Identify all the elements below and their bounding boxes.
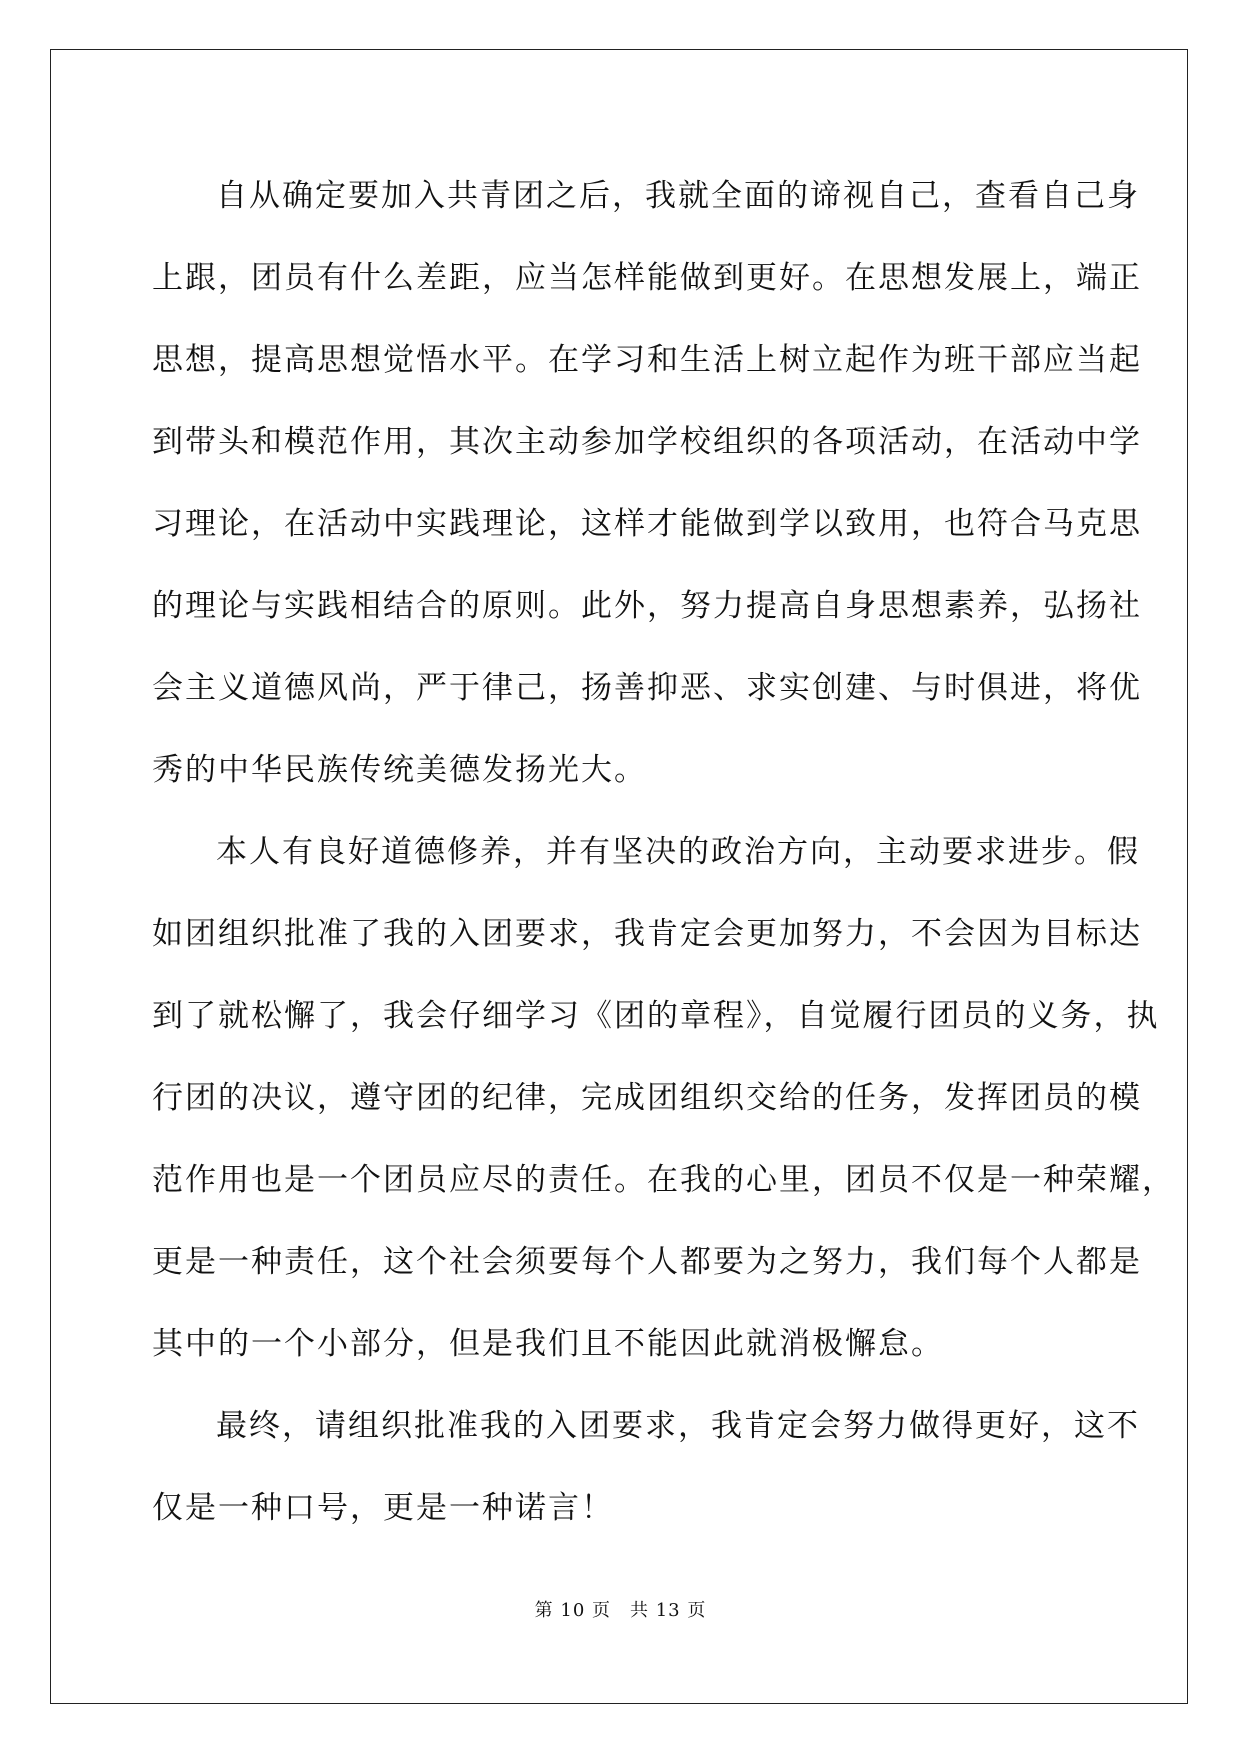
paragraph-2-line-5: 范作用也是一个团员应尽的责任。在我的心里，团员不仅是一种荣耀，	[152, 1162, 1175, 1198]
paragraph-2-line-7: 其中的一个小部分，但是我们且不能因此就消极懈怠。	[152, 1326, 944, 1362]
paragraph-1-line-7: 会主义道德风尚，严于律己，扬善抑恶、求实创建、与时俱进，将优	[152, 670, 1142, 706]
paragraph-1-line-2: 上跟，团员有什么差距，应当怎样能做到更好。在思想发展上，端正	[152, 260, 1142, 296]
paragraph-2-line-3: 到了就松懈了，我会仔细学习《团的章程》，自觉履行团员的义务，执	[152, 998, 1160, 1034]
paragraph-1-line-1: 自从确定要加入共青团之后，我就全面的谛视自己，查看自己身	[216, 178, 1140, 214]
paragraph-2-line-2: 如团组织批准了我的入团要求，我肯定会更加努力，不会因为目标达	[152, 916, 1142, 952]
document-body	[152, 155, 1175, 1549]
paragraph-1-line-5: 习理论，在活动中实践理论，这样才能做到学以致用，也符合马克思	[152, 506, 1142, 542]
paragraph-3-line-1: 最终，请组织批准我的入团要求，我肯定会努力做得更好，这不	[216, 1408, 1140, 1444]
paragraph-1-line-6: 的理论与实践相结合的原则。此外，努力提高自身思想素养，弘扬社	[152, 588, 1142, 624]
paragraph-2-line-4: 行团的决议，遵守团的纪律，完成团组织交给的任务，发挥团员的模	[152, 1080, 1142, 1116]
paragraph-2-line-6: 更是一种责任，这个社会须要每个人都要为之努力，我们每个人都是	[152, 1244, 1142, 1280]
paragraph-1-line-3: 思想，提高思想觉悟水平。在学习和生活上树立起作为班干部应当起	[152, 342, 1142, 378]
paragraph-1-line-4: 到带头和模范作用，其次主动参加学校组织的各项活动，在活动中学	[152, 424, 1142, 460]
paragraph-1-line-8: 秀的中华民族传统美德发扬光大。	[152, 752, 647, 788]
paragraph-3-line-2: 仅是一种口号，更是一种诺言！	[152, 1490, 614, 1526]
paragraph-2-line-1: 本人有良好道德修养，并有坚决的政治方向，主动要求进步。假	[216, 834, 1140, 870]
page-number-footer: 第 10 页 共 13 页	[534, 1600, 707, 1621]
